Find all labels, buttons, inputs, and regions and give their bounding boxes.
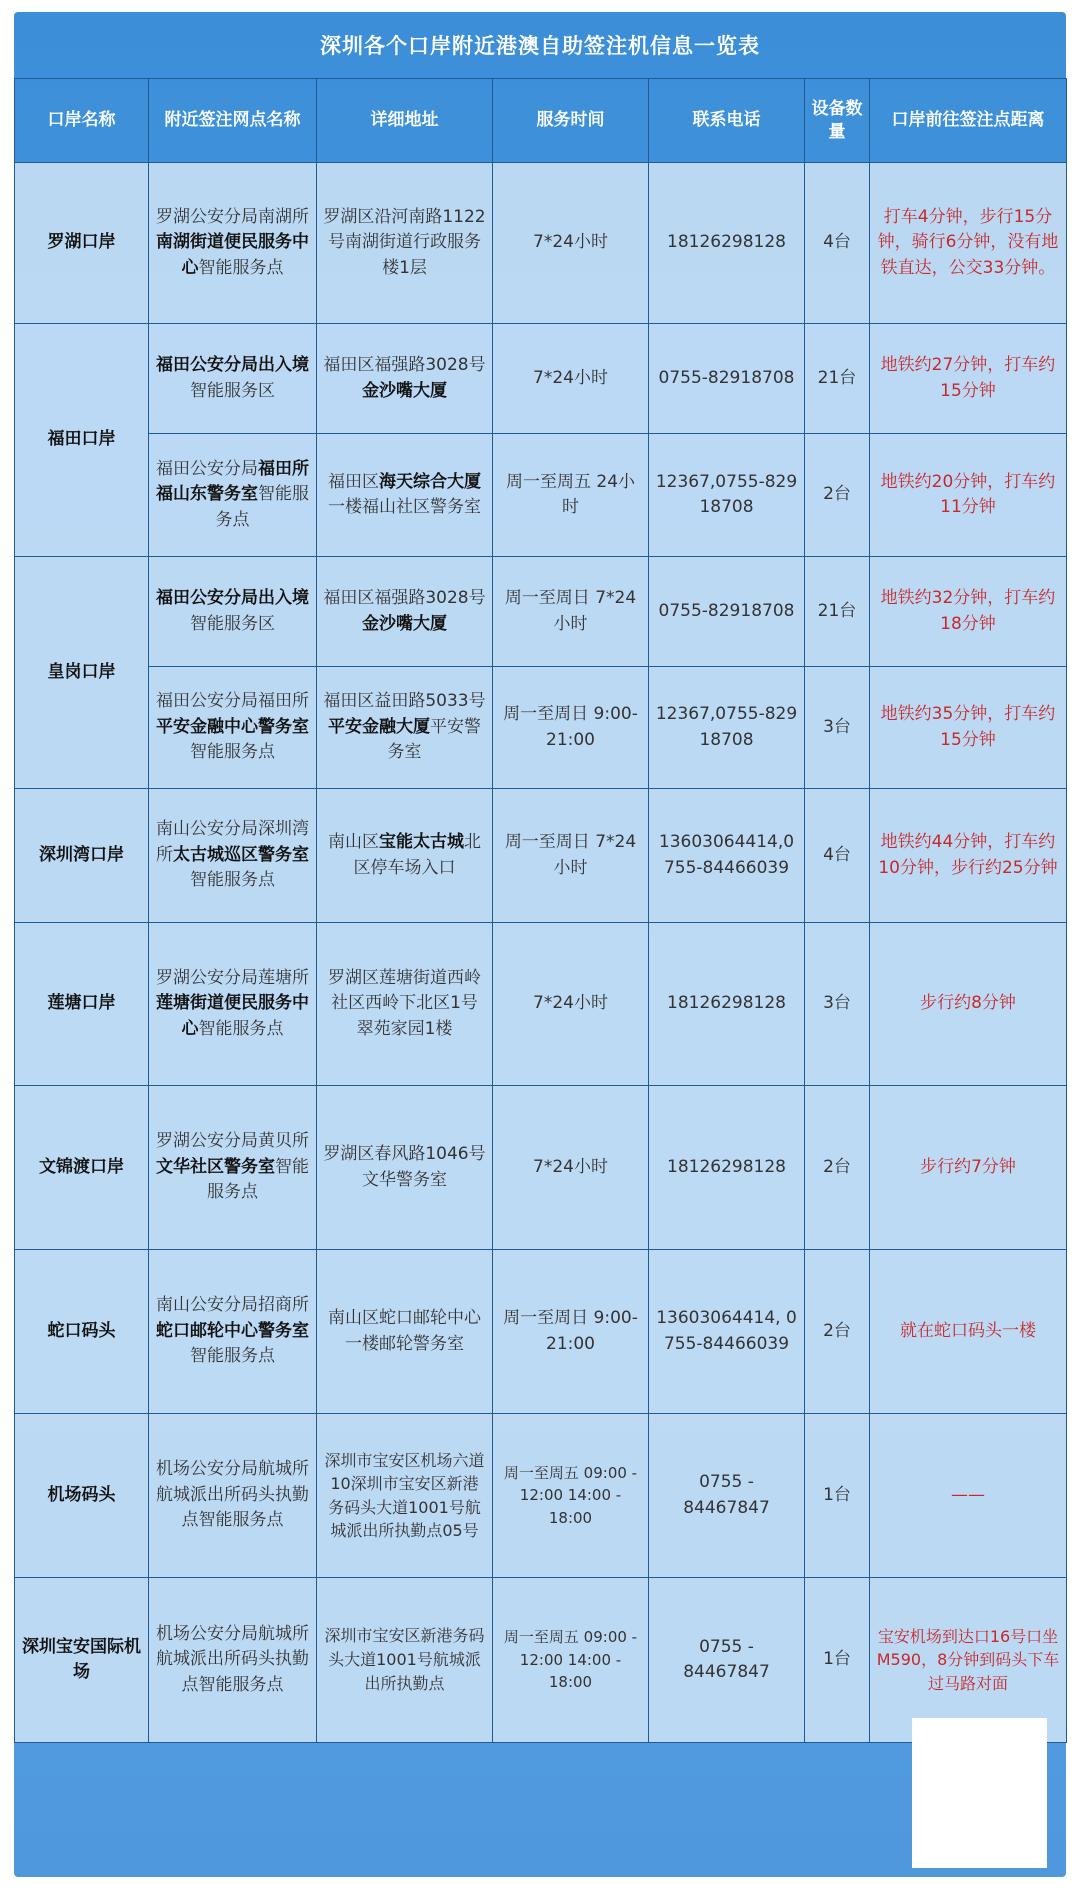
address-prefix: 南山区 xyxy=(328,832,379,852)
phone: 18126298128 xyxy=(649,163,805,324)
distance: 地铁约20分钟，打车约11分钟 xyxy=(870,434,1067,557)
table-row xyxy=(15,923,1067,1086)
distance: 打车4分钟，步行15分钟，骑行6分钟，没有地铁直达，公交33分钟。 xyxy=(870,163,1067,324)
site-name-prefix: 罗湖公安分局南湖所 xyxy=(156,206,309,227)
site-name xyxy=(149,1578,317,1743)
address xyxy=(317,1578,493,1743)
site-name xyxy=(149,1414,317,1578)
site-name-bold: 蛇口邮轮中心警务室 xyxy=(156,1320,309,1341)
distance: —— xyxy=(870,1414,1067,1578)
address xyxy=(317,1250,493,1414)
site-name-bold: 太古城巡区警务室 xyxy=(173,844,309,865)
port-name: 莲塘口岸 xyxy=(15,923,149,1086)
device-count: 21台 xyxy=(805,324,870,434)
phone: 0755 - 84467847 xyxy=(649,1578,805,1743)
site-name-bold: 福田公安分局出入境 xyxy=(156,355,309,375)
table-row xyxy=(15,1414,1067,1578)
site-name-bold: 福田所福山东警务室 xyxy=(156,458,309,505)
device-count: 4台 xyxy=(805,789,870,923)
address-prefix: 深圳市宝安区新港务码头大道1001号航城派出所执勤点 xyxy=(324,1626,485,1693)
phone: 13603064414, 0755-84466039 xyxy=(649,1250,805,1414)
distance: 就在蛇口码头一楼 xyxy=(870,1250,1067,1414)
phone: 13603064414,0755-84466039 xyxy=(649,789,805,923)
site-name-suffix: 智能服务点 xyxy=(190,742,275,763)
device-count: 3台 xyxy=(805,923,870,1086)
site-name-bold: 文华社区警务室 xyxy=(156,1156,275,1177)
info-table xyxy=(14,78,1067,1743)
site-name-prefix: 福田公安分局福田所 xyxy=(156,691,309,712)
service-hours: 周一至周五 09:00 - 12:00 14:00 - 18:00 xyxy=(493,1414,649,1578)
port-name: 机场码头 xyxy=(15,1414,149,1578)
footer-blank-box xyxy=(912,1718,1047,1868)
phone: 0755 - 84467847 xyxy=(649,1414,805,1578)
device-count: 1台 xyxy=(805,1414,870,1578)
table-row xyxy=(15,557,1067,667)
device-count: 2台 xyxy=(805,1086,870,1250)
address xyxy=(317,324,493,434)
phone: 0755-82918708 xyxy=(649,557,805,667)
port-name: 皇岗口岸 xyxy=(15,557,149,789)
site-name xyxy=(149,789,317,923)
address-bold: 宝能太古城 xyxy=(379,832,464,852)
distance: 地铁约35分钟，打车约15分钟 xyxy=(870,667,1067,789)
site-name-suffix: 智能服务点 xyxy=(198,1018,284,1039)
site-name-prefix: 南山公安分局深圳湾所 xyxy=(156,819,309,865)
port-name: 蛇口码头 xyxy=(15,1250,149,1414)
port-name: 文锦渡口岸 xyxy=(15,1086,149,1250)
site-name xyxy=(149,667,317,789)
address xyxy=(317,163,493,324)
phone: 0755-82918708 xyxy=(649,324,805,434)
site-name xyxy=(149,324,317,434)
header-devices: 设备数量 xyxy=(805,79,870,163)
site-name-prefix: 罗湖公安分局莲塘所 xyxy=(156,967,309,988)
site-name xyxy=(149,163,317,324)
site-name-suffix: 智能服务点 xyxy=(198,257,284,278)
address-prefix: 深圳市宝安区机场六道10深圳市宝安区新港务码头大道1001号航城派出所执勤点05号 xyxy=(324,1451,485,1540)
device-count: 2台 xyxy=(805,1250,870,1414)
table-row xyxy=(15,667,1067,789)
site-name-suffix: 智能服务点 xyxy=(207,1156,309,1203)
table-row xyxy=(15,789,1067,923)
port-name: 深圳宝安国际机场 xyxy=(15,1578,149,1743)
device-count: 3台 xyxy=(805,667,870,789)
distance: 地铁约32分钟，打车约18分钟 xyxy=(870,557,1067,667)
address-prefix: 福田区益田路5033号 xyxy=(323,691,486,712)
info-card xyxy=(14,12,1066,1877)
address-bold: 金沙嘴大厦 xyxy=(362,380,447,401)
address xyxy=(317,667,493,789)
site-name-prefix: 机场公安分局航城所航城派出所码头执勤点智能服务点 xyxy=(156,1459,309,1531)
service-hours: 7*24小时 xyxy=(493,163,649,324)
phone: 12367,0755-82918708 xyxy=(649,434,805,557)
distance: 宝安机场到达口16号口坐M590，8分钟到码头下车过马路对面 xyxy=(870,1578,1067,1743)
distance: 地铁约27分钟，打车约15分钟 xyxy=(870,324,1067,434)
site-name-bold: 莲塘街道便民服务中心 xyxy=(156,993,309,1039)
site-name-bold: 福田公安分局出入境 xyxy=(156,588,309,608)
distance: 地铁约44分钟，打车约10分钟，步行约25分钟 xyxy=(870,789,1067,923)
header-site: 附近签注网点名称 xyxy=(149,79,317,163)
address xyxy=(317,923,493,1086)
header-address: 详细地址 xyxy=(317,79,493,163)
device-count: 21台 xyxy=(805,557,870,667)
table-body xyxy=(15,163,1067,1743)
service-hours: 周一至周日 7*24小时 xyxy=(493,789,649,923)
table-row xyxy=(15,324,1067,434)
site-name xyxy=(149,923,317,1086)
page-title: 深圳各个口岸附近港澳自助签注机信息一览表 xyxy=(320,34,760,58)
address-bold: 平安金融大厦 xyxy=(328,716,430,737)
address-prefix: 福田区福强路3028号 xyxy=(323,355,486,375)
address-suffix: 平安警务室 xyxy=(387,716,481,763)
service-hours: 7*24小时 xyxy=(493,324,649,434)
header-port: 口岸名称 xyxy=(15,79,149,163)
site-name xyxy=(149,434,317,557)
phone: 18126298128 xyxy=(649,1086,805,1250)
table-row xyxy=(15,434,1067,557)
distance: 步行约7分钟 xyxy=(870,1086,1067,1250)
address-prefix: 罗湖区莲塘街道西岭社区西岭下北区1号翠苑家园1楼 xyxy=(328,967,481,1039)
service-hours: 周一至周日 7*24小时 xyxy=(493,557,649,667)
phone: 12367,0755-82918708 xyxy=(649,667,805,789)
header-distance: 口岸前往签注点距离 xyxy=(870,79,1067,163)
table-row xyxy=(15,1578,1067,1743)
site-name xyxy=(149,557,317,667)
port-name: 罗湖口岸 xyxy=(15,163,149,324)
address-prefix: 南山区蛇口邮轮中心一楼邮轮警务室 xyxy=(328,1308,481,1354)
address xyxy=(317,557,493,667)
address-suffix: 北区停车场入口 xyxy=(353,832,481,878)
site-name-suffix: 智能服务点 xyxy=(190,870,275,891)
header-phone: 联系电话 xyxy=(649,79,805,163)
site-name xyxy=(149,1086,317,1250)
address xyxy=(317,1086,493,1250)
table-row xyxy=(15,163,1067,324)
address xyxy=(317,434,493,557)
port-name: 福田口岸 xyxy=(15,324,149,557)
site-name-bold: 平安金融中心警务室 xyxy=(156,716,309,737)
site-name-suffix: 智能服务区 xyxy=(190,380,275,401)
address-suffix: 一楼福山社区警务室 xyxy=(328,497,481,517)
site-name-bold: 南湖街道便民服务中心 xyxy=(156,232,309,278)
address-prefix: 罗湖区沿河南路1122号南湖街道行政服务楼1层 xyxy=(323,206,486,278)
address-prefix: 福田区 xyxy=(328,471,379,492)
address-bold: 海天综合大厦 xyxy=(379,471,481,492)
site-name-suffix: 智能服务区 xyxy=(190,613,275,634)
site-name-suffix: 智能服务点 xyxy=(190,1346,275,1367)
service-hours: 周一至周日 9:00-21:00 xyxy=(493,667,649,789)
device-count: 4台 xyxy=(805,163,870,324)
address-prefix: 福田区福强路3028号 xyxy=(323,588,486,608)
site-name-prefix: 福田公安分局 xyxy=(156,458,258,479)
service-hours: 7*24小时 xyxy=(493,1086,649,1250)
service-hours: 7*24小时 xyxy=(493,923,649,1086)
service-hours: 周一至周日 9:00-21:00 xyxy=(493,1250,649,1414)
address-bold: 金沙嘴大厦 xyxy=(362,613,447,634)
site-name-prefix: 南山公安分局招商所 xyxy=(156,1295,309,1316)
address-prefix: 罗湖区春风路1046号文华警务室 xyxy=(323,1144,486,1190)
table-header xyxy=(15,79,1067,163)
service-hours: 周一至周五 24小时 xyxy=(493,434,649,557)
site-name-prefix: 机场公安分局航城所航城派出所码头执勤点智能服务点 xyxy=(156,1623,309,1695)
distance: 步行约8分钟 xyxy=(870,923,1067,1086)
header-hours: 服务时间 xyxy=(493,79,649,163)
site-name-suffix: 智能服务点 xyxy=(215,484,309,530)
table-row xyxy=(15,1250,1067,1414)
phone: 18126298128 xyxy=(649,923,805,1086)
device-count: 1台 xyxy=(805,1578,870,1743)
address xyxy=(317,1414,493,1578)
site-name-prefix: 罗湖公安分局黄贝所 xyxy=(156,1131,309,1152)
service-hours: 周一至周五 09:00 - 12:00 14:00 - 18:00 xyxy=(493,1578,649,1743)
port-name: 深圳湾口岸 xyxy=(15,789,149,923)
device-count: 2台 xyxy=(805,434,870,557)
site-name xyxy=(149,1250,317,1414)
address xyxy=(317,789,493,923)
table-row xyxy=(15,1086,1067,1250)
